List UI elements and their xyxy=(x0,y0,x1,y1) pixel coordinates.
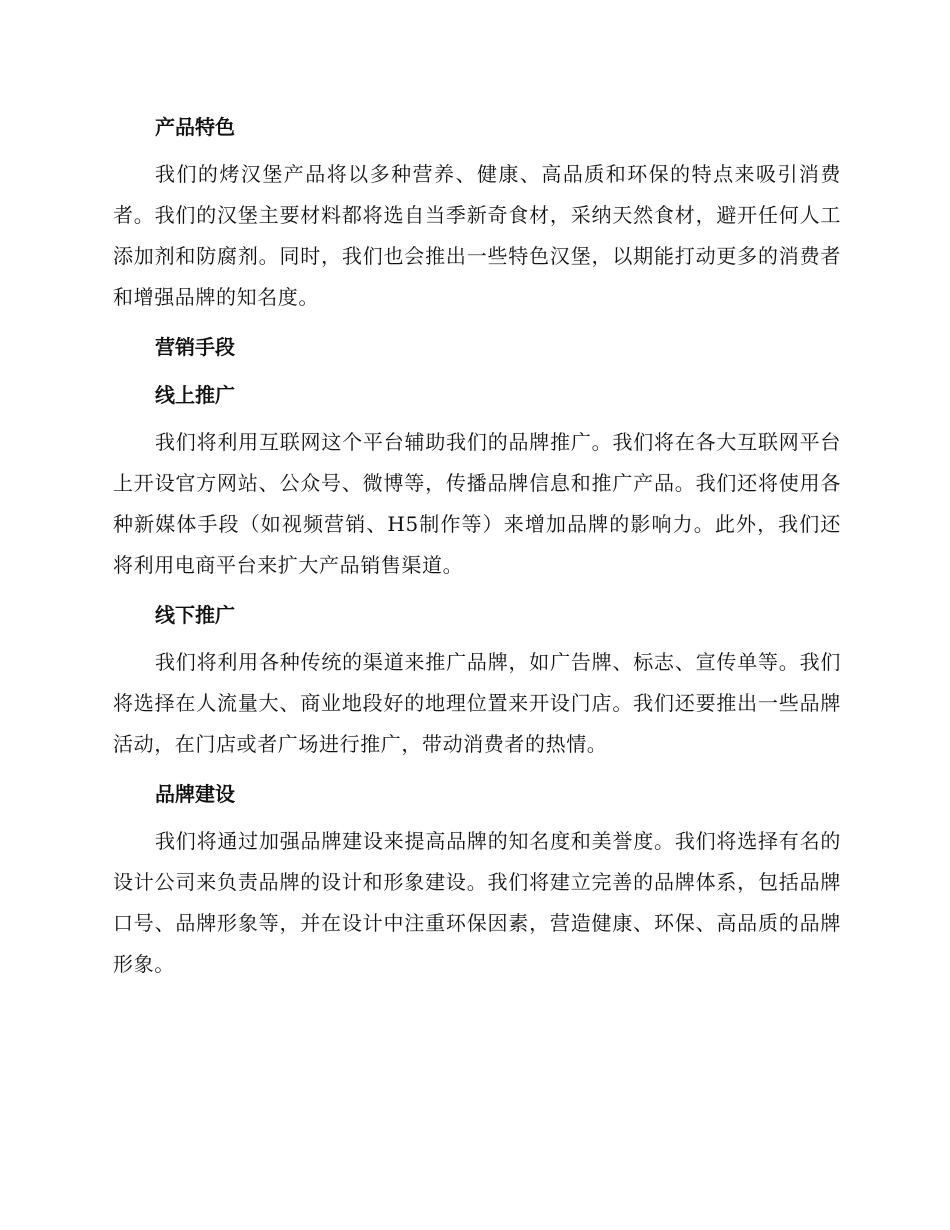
heading-offline-promotion: 线下推广 xyxy=(155,603,235,627)
paragraph-brand-building: 我们将通过加强品牌建设来提高品牌的知名度和美誉度。我们将选择有名的设计公司来负责品牌的设计和形象建设。我们将建立完善的品牌体系，包括品牌口号、品牌形象等，并在设计中注重环保因素，营造健康、环保、高品质的品牌形象。 xyxy=(113,829,841,976)
heading-online-promotion: 线上推广 xyxy=(155,383,235,407)
heading-product-features: 产品特色 xyxy=(155,115,235,139)
heading-marketing-methods: 营销手段 xyxy=(155,335,235,359)
paragraph-product-features: 我们的烤汉堡产品将以多种营养、健康、高品质和环保的特点来吸引消费者。我们的汉堡主要材料都将选自当季新奇食材，采纳天然食材，避开任何人工添加剂和防腐剂。同时，我们也会推出一些特色汉堡，以期能打动更多的消费者和增强品牌的知名度。 xyxy=(113,162,841,309)
document-body xyxy=(113,106,841,993)
paragraph-offline-promotion: 我们将利用各种传统的渠道来推广品牌，如广告牌、标志、宣传单等。我们将选择在人流量大、商业地段好的地理位置来开设门店。我们还要推出一些品牌活动，在门店或者广场进行推广，带动消费者的热情。 xyxy=(113,650,841,756)
heading-brand-building: 品牌建设 xyxy=(155,782,235,806)
paragraph-online-promotion: 我们将利用互联网这个平台辅助我们的品牌推广。我们将在各大互联网平台上开设官方网站、公众号、微博等，传播品牌信息和推广产品。我们还将使用各种新媒体手段（如视频营销、H5制作等）来增加品牌的影响力。此外，我们还将利用电商平台来扩大产品销售渠道。 xyxy=(113,430,841,577)
